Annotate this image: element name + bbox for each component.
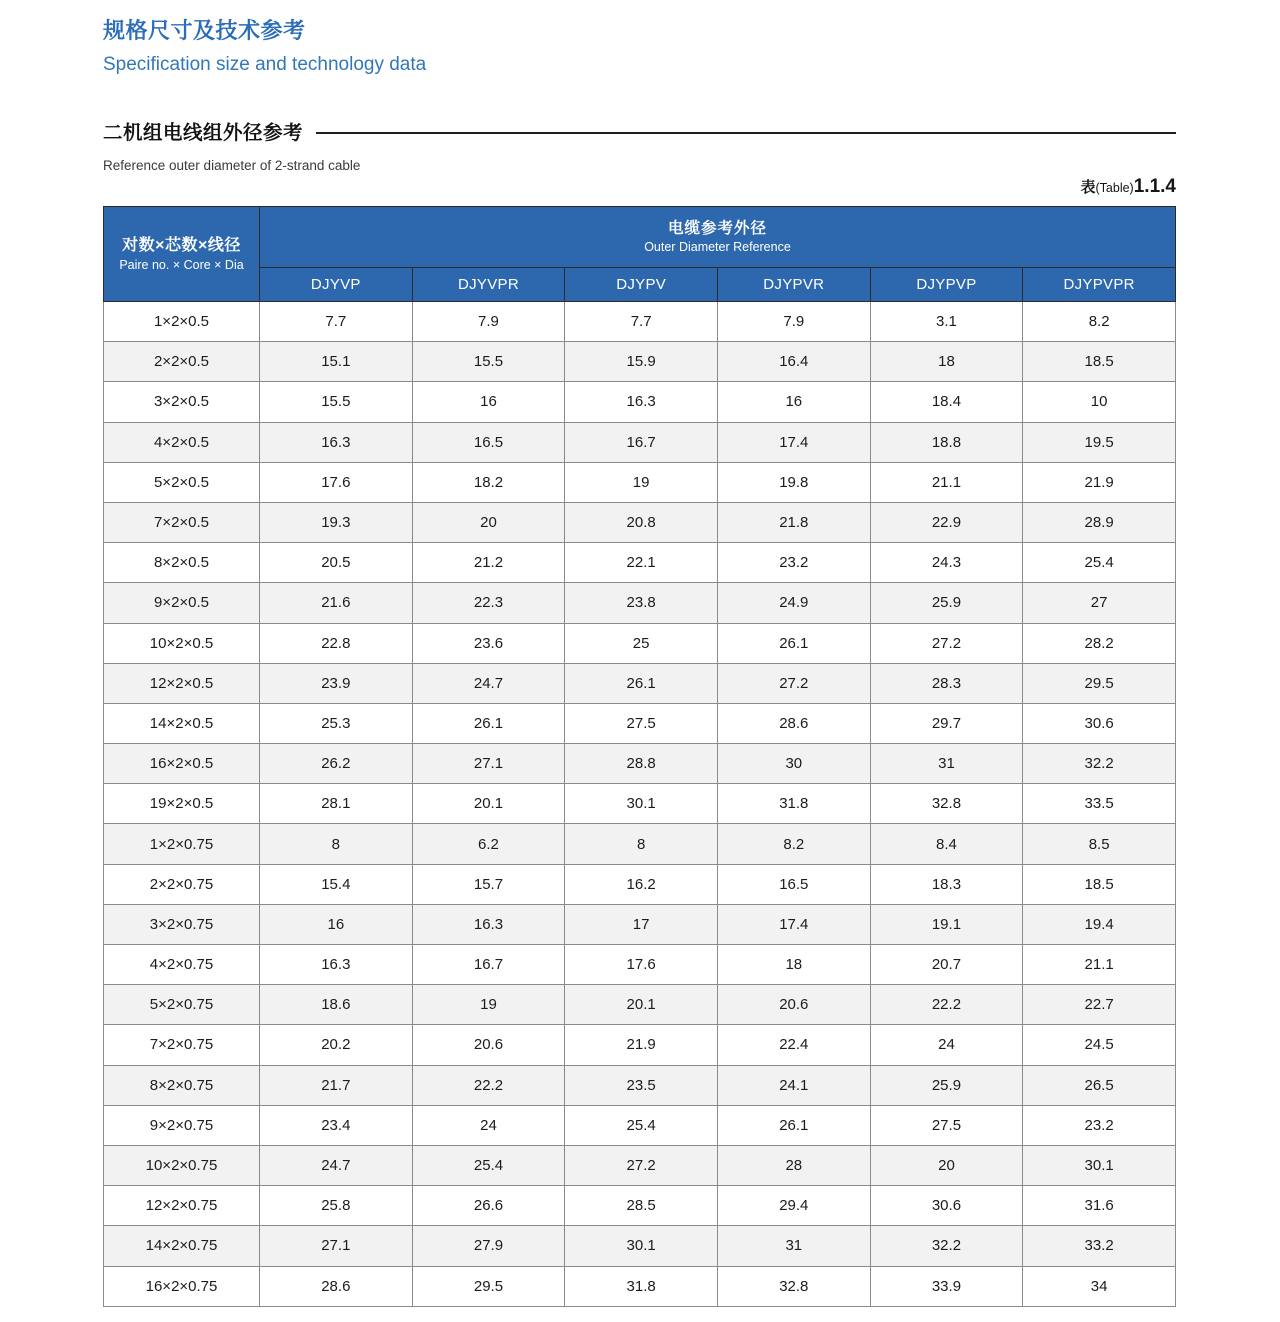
value-cell: 8.4 [870,824,1023,864]
value-cell: 21.9 [1023,462,1176,502]
spec-cell: 1×2×0.5 [104,302,260,342]
table-row [104,382,1176,422]
value-cell: 25.9 [870,583,1023,623]
spec-cell: 16×2×0.75 [104,1266,260,1306]
value-cell: 3.1 [870,302,1023,342]
table-row [104,302,1176,342]
group-header-row [104,207,1176,268]
value-cell: 16 [260,904,413,944]
table-row [104,663,1176,703]
value-cell: 27.1 [260,1226,413,1266]
value-cell: 29.5 [1023,663,1176,703]
value-cell: 21.1 [870,462,1023,502]
table-row [104,502,1176,542]
page-title-zh: 规格尺寸及技术参考 [103,18,306,43]
column-header-djypvpr: DJYPVPR [1023,268,1176,302]
value-cell: 28.8 [565,744,718,784]
value-cell: 27 [1023,583,1176,623]
value-cell: 21.2 [412,543,565,583]
value-cell: 7.7 [260,302,413,342]
value-cell: 16.2 [565,864,718,904]
value-cell: 20.8 [565,502,718,542]
value-cell: 27.1 [412,744,565,784]
value-cell: 19 [565,462,718,502]
spec-section [103,117,1176,1307]
value-cell: 25.4 [412,1145,565,1185]
value-cell: 25.4 [565,1105,718,1145]
value-cell: 20.6 [717,985,870,1025]
value-cell: 26.1 [412,703,565,743]
value-cell: 30.1 [1023,1145,1176,1185]
value-cell: 24.9 [717,583,870,623]
value-cell: 27.5 [565,703,718,743]
value-cell: 18.6 [260,985,413,1025]
value-cell: 25 [565,623,718,663]
value-cell: 8.2 [1023,302,1176,342]
value-cell: 30.6 [1023,703,1176,743]
value-cell: 25.3 [260,703,413,743]
table-row [104,1145,1176,1185]
value-cell: 23.6 [412,623,565,663]
value-cell: 32.8 [717,1266,870,1306]
spec-cell: 19×2×0.5 [104,784,260,824]
table-row [104,1065,1176,1105]
value-cell: 22.4 [717,1025,870,1065]
value-cell: 19.3 [260,502,413,542]
value-cell: 20.2 [260,1025,413,1065]
value-cell: 25.4 [1023,543,1176,583]
table-row [104,623,1176,663]
table-row [104,1226,1176,1266]
table-row [104,985,1176,1025]
table-row [104,1025,1176,1065]
table-caption-en: (Table) [1095,181,1134,195]
value-cell: 16.4 [717,342,870,382]
value-cell: 16.7 [565,422,718,462]
value-cell: 27.9 [412,1226,565,1266]
table-body [104,302,1176,1307]
value-cell: 30.1 [565,784,718,824]
value-cell: 27.2 [870,623,1023,663]
value-cell: 20 [870,1145,1023,1185]
column-header-row [104,268,1176,302]
value-cell: 22.2 [870,985,1023,1025]
value-cell: 19 [412,985,565,1025]
outer-diameter-table [103,206,1176,1307]
value-cell: 22.9 [870,502,1023,542]
value-cell: 21.8 [717,502,870,542]
spec-cell: 16×2×0.5 [104,744,260,784]
table-head [104,207,1176,302]
value-cell: 19.4 [1023,904,1176,944]
row-header-en: Paire no. × Core × Dia [119,257,244,272]
table-row [104,824,1176,864]
value-cell: 30.1 [565,1226,718,1266]
value-cell: 33.2 [1023,1226,1176,1266]
section-divider [316,132,1176,134]
value-cell: 22.2 [412,1065,565,1105]
spec-cell: 4×2×0.5 [104,422,260,462]
value-cell: 19.8 [717,462,870,502]
value-cell: 15.1 [260,342,413,382]
value-cell: 18.5 [1023,342,1176,382]
value-cell: 16.5 [412,422,565,462]
value-cell: 20.1 [412,784,565,824]
group-header-cell [260,207,1176,268]
group-header-zh: 电缆参考外径 [667,220,767,237]
value-cell: 8 [260,824,413,864]
value-cell: 33.9 [870,1266,1023,1306]
value-cell: 16.7 [412,945,565,985]
value-cell: 28 [717,1145,870,1185]
row-header-cell [104,207,260,302]
value-cell: 33.5 [1023,784,1176,824]
table-row [104,945,1176,985]
value-cell: 24.7 [412,663,565,703]
value-cell: 22.7 [1023,985,1176,1025]
table-row [104,784,1176,824]
value-cell: 23.2 [717,543,870,583]
table-row [104,342,1176,382]
value-cell: 20.7 [870,945,1023,985]
value-cell: 29.7 [870,703,1023,743]
value-cell: 18 [870,342,1023,382]
table-row [104,583,1176,623]
value-cell: 27.2 [717,663,870,703]
table-row [104,864,1176,904]
value-cell: 26.6 [412,1186,565,1226]
value-cell: 23.5 [565,1065,718,1105]
section-title-zh: 二机组电线组外径参考 [103,122,304,144]
group-header-en: Outer Diameter Reference [644,240,791,254]
column-header-djyvp: DJYVP [260,268,413,302]
table-row [104,703,1176,743]
value-cell: 20.5 [260,543,413,583]
spec-cell: 14×2×0.75 [104,1226,260,1266]
value-cell: 18.8 [870,422,1023,462]
value-cell: 30.6 [870,1186,1023,1226]
value-cell: 17 [565,904,718,944]
spec-cell: 14×2×0.5 [104,703,260,743]
value-cell: 16.3 [565,382,718,422]
spec-cell: 5×2×0.5 [104,462,260,502]
value-cell: 8.5 [1023,824,1176,864]
value-cell: 31.8 [565,1266,718,1306]
value-cell: 29.4 [717,1186,870,1226]
value-cell: 30 [717,744,870,784]
value-cell: 26.1 [565,663,718,703]
value-cell: 28.9 [1023,502,1176,542]
value-cell: 21.1 [1023,945,1176,985]
value-cell: 16.3 [260,422,413,462]
spec-cell: 8×2×0.75 [104,1065,260,1105]
value-cell: 32.2 [870,1226,1023,1266]
value-cell: 15.5 [260,382,413,422]
value-cell: 7.7 [565,302,718,342]
value-cell: 31.6 [1023,1186,1176,1226]
column-header-djyvpr: DJYVPR [412,268,565,302]
value-cell: 24.1 [717,1065,870,1105]
value-cell: 26.1 [717,1105,870,1145]
value-cell: 18.5 [1023,864,1176,904]
value-cell: 17.4 [717,904,870,944]
spec-cell: 10×2×0.5 [104,623,260,663]
spec-cell: 10×2×0.75 [104,1145,260,1185]
spec-cell: 9×2×0.75 [104,1105,260,1145]
row-header-zh: 对数×芯数×线径 [122,236,241,254]
value-cell: 18.4 [870,382,1023,422]
value-cell: 23.8 [565,583,718,623]
spec-cell: 7×2×0.75 [104,1025,260,1065]
page-header [103,14,1176,76]
value-cell: 20.1 [565,985,718,1025]
spec-cell: 12×2×0.75 [104,1186,260,1226]
spec-cell: 7×2×0.5 [104,502,260,542]
value-cell: 15.9 [565,342,718,382]
value-cell: 18 [717,945,870,985]
value-cell: 16 [412,382,565,422]
page-title-en: Specification size and technology data [103,54,427,75]
section-head [103,117,1176,145]
value-cell: 15.4 [260,864,413,904]
value-cell: 17.6 [565,945,718,985]
value-cell: 26.5 [1023,1065,1176,1105]
value-cell: 18.3 [870,864,1023,904]
value-cell: 26.1 [717,623,870,663]
spec-cell: 8×2×0.5 [104,543,260,583]
value-cell: 32.8 [870,784,1023,824]
table-row [104,1266,1176,1306]
value-cell: 7.9 [717,302,870,342]
value-cell: 16.3 [260,945,413,985]
value-cell: 27.5 [870,1105,1023,1145]
value-cell: 22.3 [412,583,565,623]
value-cell: 19.5 [1023,422,1176,462]
table-row [104,744,1176,784]
value-cell: 21.7 [260,1065,413,1105]
value-cell: 23.4 [260,1105,413,1145]
value-cell: 8.2 [717,824,870,864]
value-cell: 16 [717,382,870,422]
value-cell: 28.1 [260,784,413,824]
value-cell: 17.6 [260,462,413,502]
value-cell: 31 [717,1226,870,1266]
spec-cell: 3×2×0.75 [104,904,260,944]
column-header-djypvp: DJYPVP [870,268,1023,302]
table-caption-zh: 表 [1080,179,1096,196]
value-cell: 24.5 [1023,1025,1176,1065]
value-cell: 28.3 [870,663,1023,703]
table-row [104,1105,1176,1145]
value-cell: 23.2 [1023,1105,1176,1145]
value-cell: 19.1 [870,904,1023,944]
spec-cell: 2×2×0.5 [104,342,260,382]
value-cell: 28.2 [1023,623,1176,663]
spec-cell: 4×2×0.75 [104,945,260,985]
table-row [104,904,1176,944]
table-row [104,462,1176,502]
value-cell: 16.3 [412,904,565,944]
spec-cell: 12×2×0.5 [104,663,260,703]
spec-cell: 2×2×0.75 [104,864,260,904]
spec-cell: 1×2×0.75 [104,824,260,864]
section-title-en: Reference outer diameter of 2-strand cable [103,158,361,173]
value-cell: 21.9 [565,1025,718,1065]
value-cell: 15.5 [412,342,565,382]
table-caption [103,176,1176,199]
table-row [104,422,1176,462]
value-cell: 20 [412,502,565,542]
table-row [104,543,1176,583]
column-header-djypv: DJYPV [565,268,718,302]
column-header-djypvr: DJYPVR [717,268,870,302]
value-cell: 22.8 [260,623,413,663]
value-cell: 28.6 [717,703,870,743]
spec-cell: 5×2×0.75 [104,985,260,1025]
value-cell: 24 [412,1105,565,1145]
value-cell: 16.5 [717,864,870,904]
value-cell: 8 [565,824,718,864]
value-cell: 32.2 [1023,744,1176,784]
value-cell: 10 [1023,382,1176,422]
table-row [104,1186,1176,1226]
value-cell: 28.5 [565,1186,718,1226]
value-cell: 24.7 [260,1145,413,1185]
value-cell: 31 [870,744,1023,784]
value-cell: 25.8 [260,1186,413,1226]
value-cell: 29.5 [412,1266,565,1306]
value-cell: 27.2 [565,1145,718,1185]
spec-cell: 3×2×0.5 [104,382,260,422]
value-cell: 34 [1023,1266,1176,1306]
table-caption-number: 1.1.4 [1133,176,1176,197]
value-cell: 24 [870,1025,1023,1065]
value-cell: 25.9 [870,1065,1023,1105]
value-cell: 15.7 [412,864,565,904]
value-cell: 31.8 [717,784,870,824]
value-cell: 21.6 [260,583,413,623]
value-cell: 18.2 [412,462,565,502]
value-cell: 7.9 [412,302,565,342]
value-cell: 22.1 [565,543,718,583]
value-cell: 23.9 [260,663,413,703]
value-cell: 26.2 [260,744,413,784]
value-cell: 28.6 [260,1266,413,1306]
value-cell: 20.6 [412,1025,565,1065]
value-cell: 6.2 [412,824,565,864]
spec-cell: 9×2×0.5 [104,583,260,623]
value-cell: 17.4 [717,422,870,462]
value-cell: 24.3 [870,543,1023,583]
